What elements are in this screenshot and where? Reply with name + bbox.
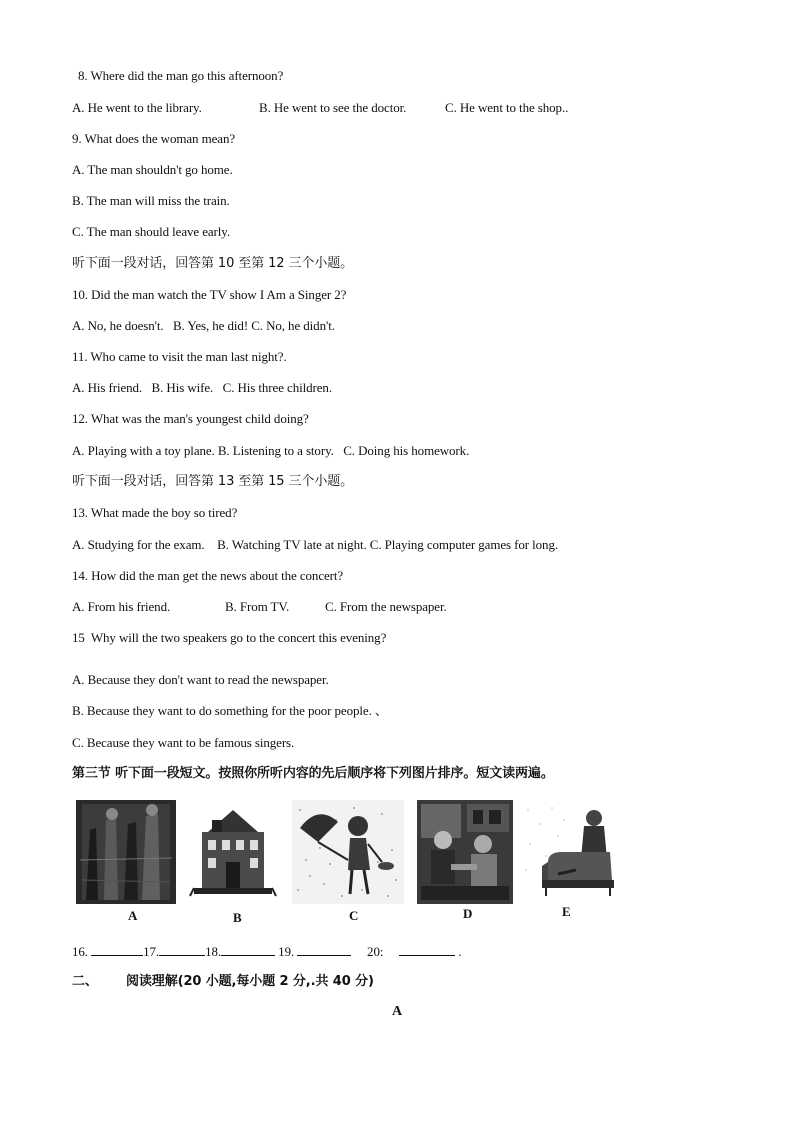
section3-title: 第三节 听下面一段短文。按照你所听内容的先后顺序将下列图片排序。短文读两遍。: [72, 766, 554, 781]
q8-option-b: B. He went to see the doctor.: [259, 100, 407, 115]
q14-option-c: C. From the newspaper.: [325, 599, 447, 614]
answer-20-label: 20:: [367, 944, 384, 959]
q9-option-b: B. The man will miss the train.: [72, 193, 230, 208]
q15-option-b: B. Because they want to do something for the poor people. 、: [72, 703, 388, 718]
answers-end-period: .: [458, 944, 462, 959]
q9-option-a: A. The man shouldn't go home.: [72, 162, 233, 177]
q10-options: A. No, he doesn't. B. Yes, he did! C. No, he didn't.: [72, 318, 335, 333]
q9-option-c: C. The man should leave early.: [72, 224, 231, 239]
picture-b-image: [188, 800, 278, 904]
q10-question: 10. Did the man watch the TV show I Am a Singer 2?: [72, 287, 347, 302]
part2-title: 阅读理解(20 小题,每小题 2 分,.共 40 分): [126, 974, 374, 989]
picture-c-image: [292, 800, 404, 904]
q14-option-a: A. From his friend.: [72, 599, 171, 614]
q11-options: A. His friend. B. His wife. C. His three children.: [72, 380, 332, 395]
q14-option-b: B. From TV.: [225, 599, 290, 614]
q15-option-c: C. Because they want to be famous singers.: [72, 735, 295, 750]
answer-blanks-row: [72, 943, 461, 960]
passage-letter: A: [391, 1004, 403, 1019]
q8-option-c: C. He went to the shop..: [445, 100, 569, 115]
part2-number: 二、: [72, 974, 98, 989]
answer-17-label: 17.: [143, 944, 160, 959]
picture-a-label: A: [128, 908, 138, 923]
answer-19-label: 19.: [278, 944, 295, 959]
q11-question: 11. Who came to visit the man last night?.: [72, 349, 287, 364]
answer-17-blank[interactable]: [159, 943, 205, 956]
q12-question: 12. What was the man's youngest child doing?: [72, 411, 309, 426]
q14-question: 14. How did the man get the news about the concert?: [72, 568, 344, 583]
q8-option-a: A. He went to the library.: [72, 100, 202, 115]
answer-19-blank[interactable]: [297, 943, 351, 956]
q12-options: A. Playing with a toy plane. B. Listening to a story. C. Doing his homework.: [72, 443, 470, 458]
instruction-13-15: 听下面一段对话，回答第 13 至第 15 三个小题。: [72, 474, 354, 489]
picture-a-image: [76, 800, 176, 904]
picture-row: [76, 800, 616, 930]
answer-18-label: 18.: [205, 944, 222, 959]
picture-c-label: C: [349, 908, 359, 923]
picture-e-image: [518, 800, 616, 904]
q13-question: 13. What made the boy so tired?: [72, 505, 238, 520]
q9-question: 9. What does the woman mean?: [72, 131, 236, 146]
picture-b-label: B: [233, 910, 242, 925]
q15-option-a: A. Because they don't want to read the newspaper.: [72, 672, 329, 687]
picture-e-label: E: [562, 904, 571, 919]
answer-20-blank[interactable]: [399, 943, 455, 956]
q13-options: A. Studying for the exam. B. Watching TV late at night. C. Playing computer games for long.: [72, 537, 559, 552]
q8-question: 8. Where did the man go this afternoon?: [78, 68, 284, 83]
q8-options: [72, 100, 568, 116]
answer-18-blank[interactable]: [221, 943, 275, 956]
q15-question: 15 Why will the two speakers go to the concert this evening?: [72, 630, 387, 645]
part2-heading: [72, 974, 374, 990]
answer-16-blank[interactable]: [91, 943, 143, 956]
picture-d-image: [417, 800, 513, 904]
picture-d-label: D: [463, 906, 473, 921]
answer-16-label: 16.: [72, 944, 88, 959]
instruction-10-12: 听下面一段对话，回答第 10 至第 12 三个小题。: [72, 256, 354, 271]
q14-options: [72, 599, 447, 615]
